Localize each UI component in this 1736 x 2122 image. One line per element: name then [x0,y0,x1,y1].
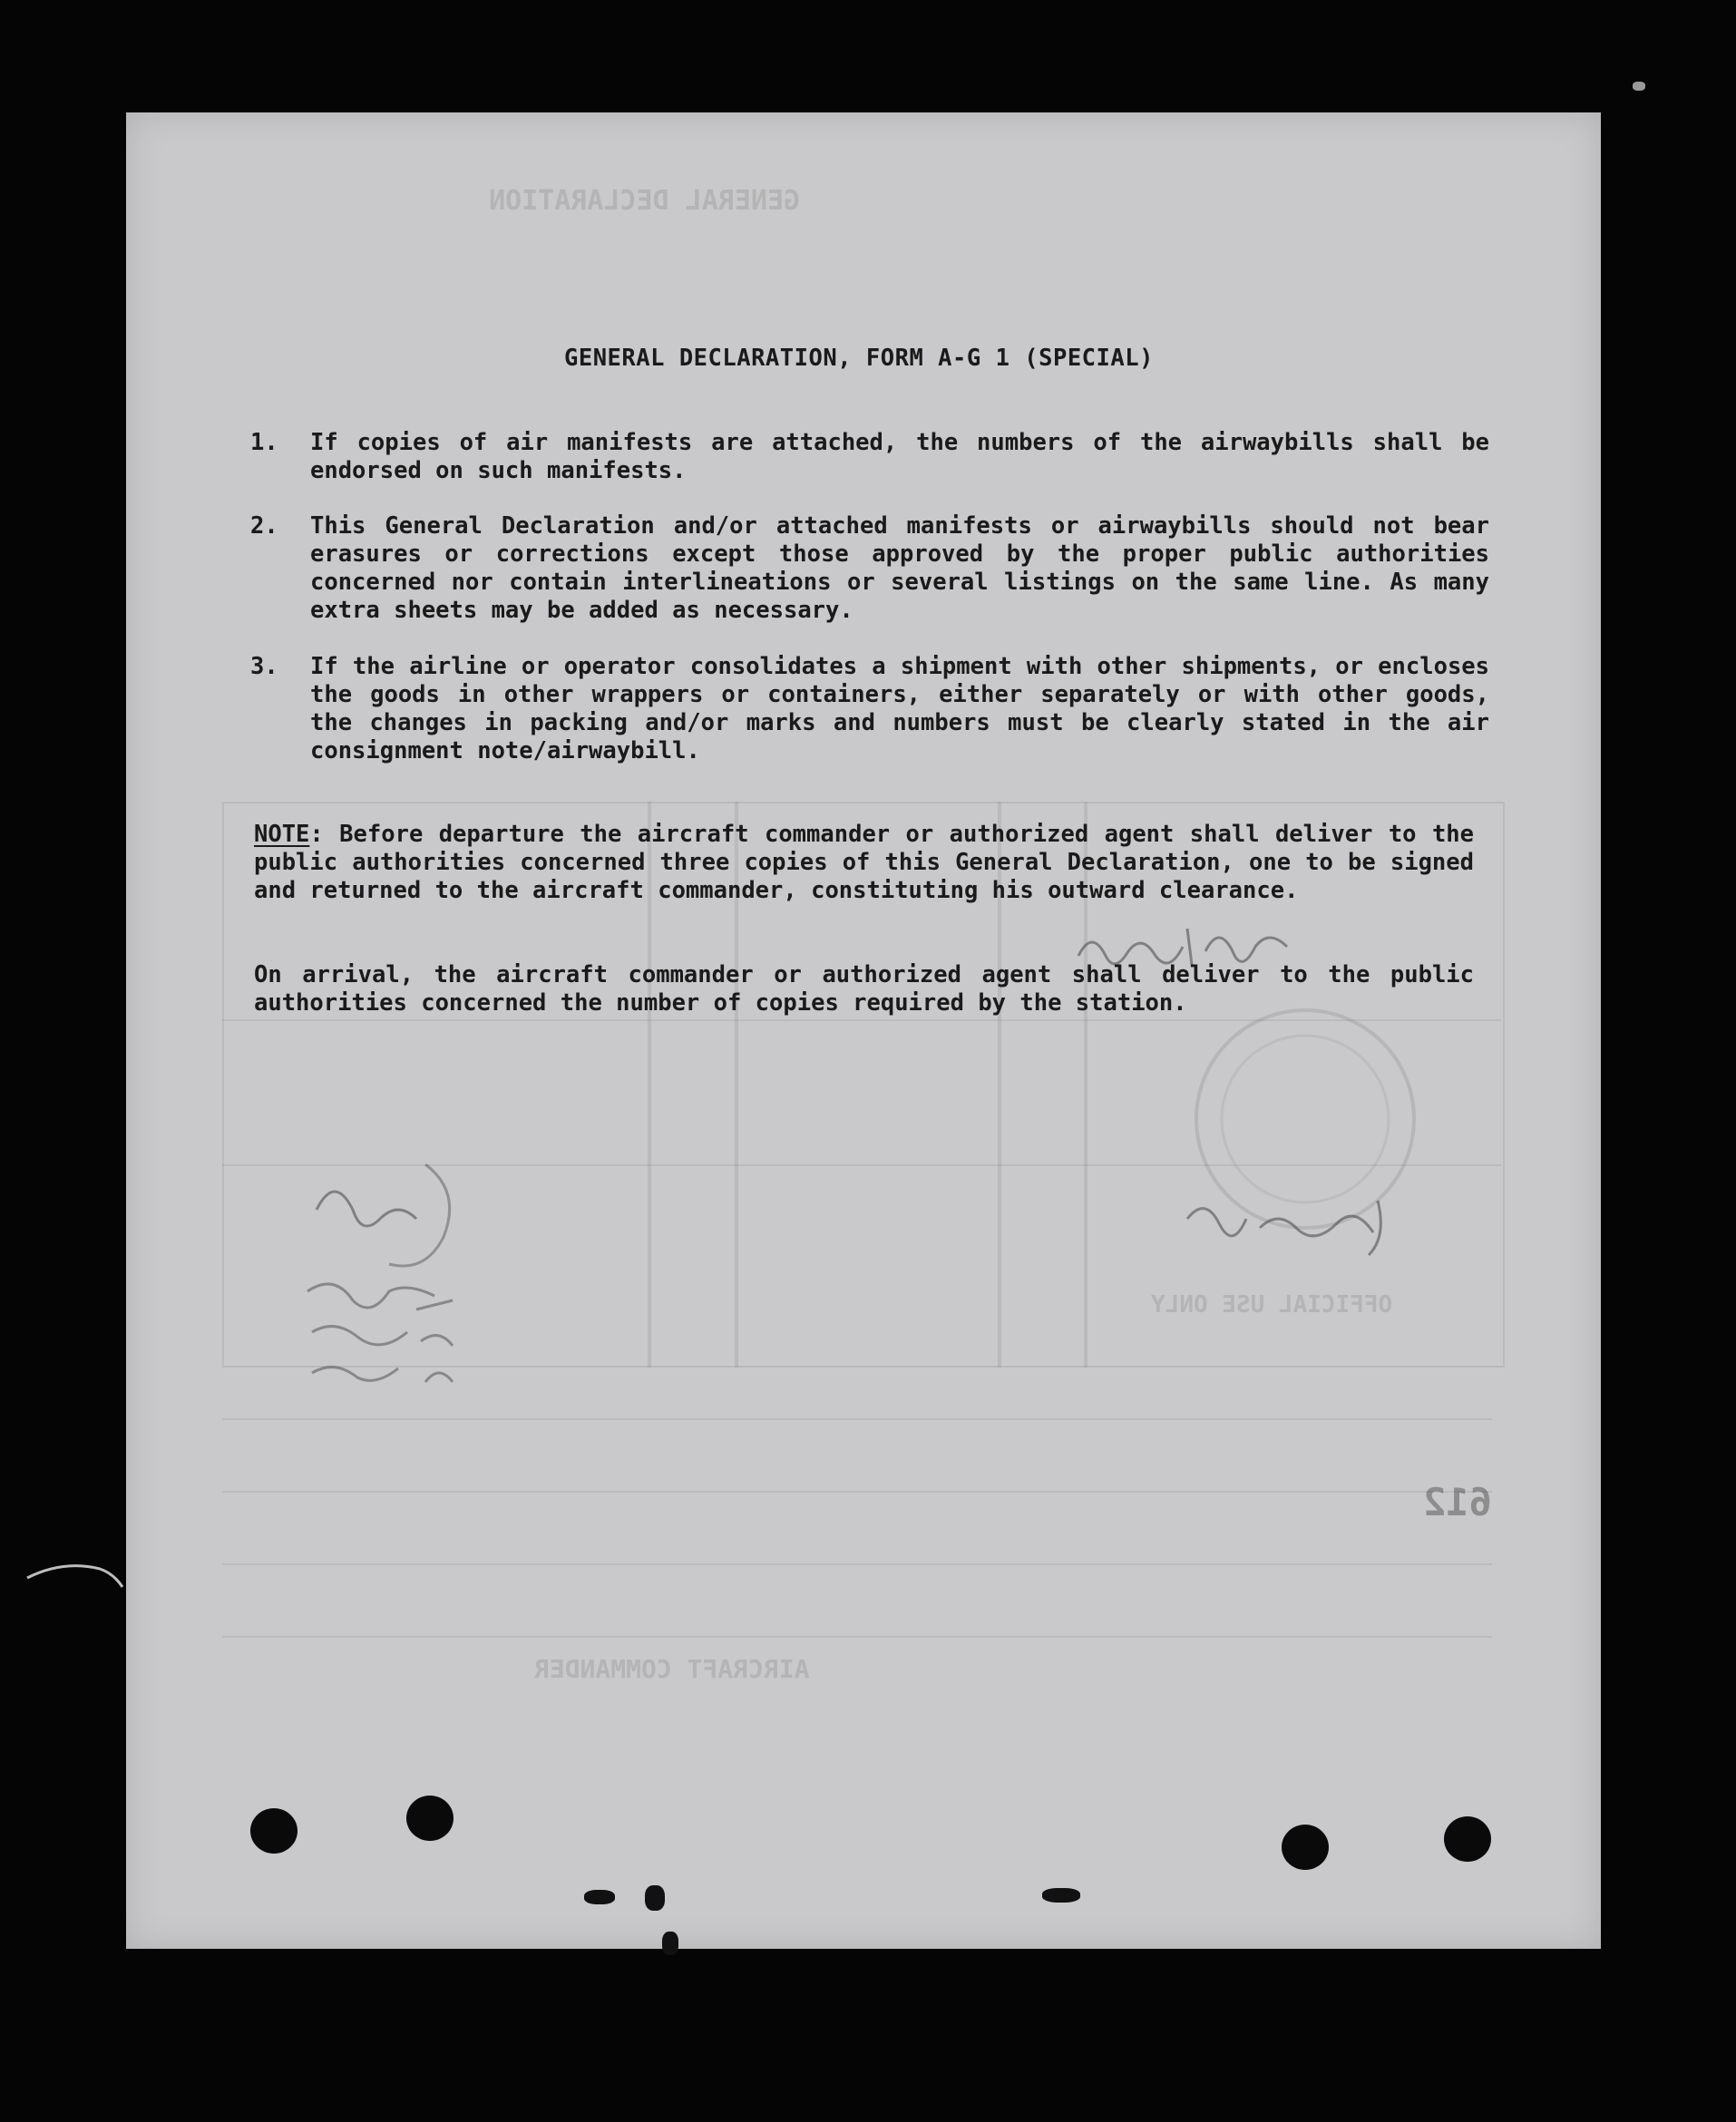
note-paragraph [254,821,1474,905]
item-text: This General Declaration and/or attached manifests or airwaybills should not bear erasures or corrections except those approved by the proper public authorities concerned nor contain interlineations or several listings on the same line. As many extra sheets may be added as necessary. [310,512,1489,624]
reverse-text-ghost: AIRCRAFT COMMANDER [534,1654,810,1684]
punch-hole [1444,1816,1491,1862]
item-text: If copies of air manifests are attached, the numbers of the airwaybills shall be endorsed on such manifests. [310,429,1489,484]
reverse-text-ghost: GENERAL DECLARATION [489,185,801,217]
note-text: : Before departure the aircraft commander or authorized agent shall deliver to the public authorities concerned three copies of this General Declaration, one to be signed and returned to the aircraft commander, constituting his outward clearance. [254,821,1474,904]
reverse-stamp-number: 612 [1423,1480,1492,1524]
reverse-line-ghost [222,1563,1492,1565]
instruction-item-2 [250,512,1493,630]
punch-hole [406,1796,454,1841]
item-number: 1. [250,429,278,456]
reverse-text-ghost: OFFICIAL USE ONLY [1151,1291,1393,1319]
scan-border-speck [1633,82,1645,91]
item-number: 3. [250,653,278,680]
note-label: NOTE [254,821,310,848]
document-sheet [126,112,1601,1949]
item-text: If the airline or operator consolidates a shipment with other shipments, or encloses the goods in other wrappers or containers, either separately or with other goods, the changes in packing and/or marks and numbers must be clearly stated in the air consignment note/airwaybill. [310,653,1489,764]
reverse-line-ghost [222,1491,1492,1493]
reverse-line-ghost [222,1636,1492,1638]
page-title: GENERAL DECLARATION, FORM A-G 1 (SPECIAL) [564,345,1154,372]
handwritten-annotation-left [289,1155,507,1445]
handwritten-annotation-lower-right [1178,1183,1414,1273]
paper-damage-speck [584,1890,615,1904]
scan-border-speck [662,1932,678,1955]
punch-hole [1282,1825,1329,1870]
punch-hole [250,1808,297,1854]
instruction-item-3 [250,653,1493,771]
arrival-paragraph: On arrival, the aircraft commander or authorized agent shall deliver to the public authorities concerned the number of copies required by the station. [254,961,1474,1017]
paper-damage-speck [645,1885,665,1911]
item-number: 2. [250,512,278,540]
instruction-item-1 [250,429,1493,492]
scan-border-mark [23,1555,132,1592]
paper-damage-speck [1042,1888,1080,1903]
